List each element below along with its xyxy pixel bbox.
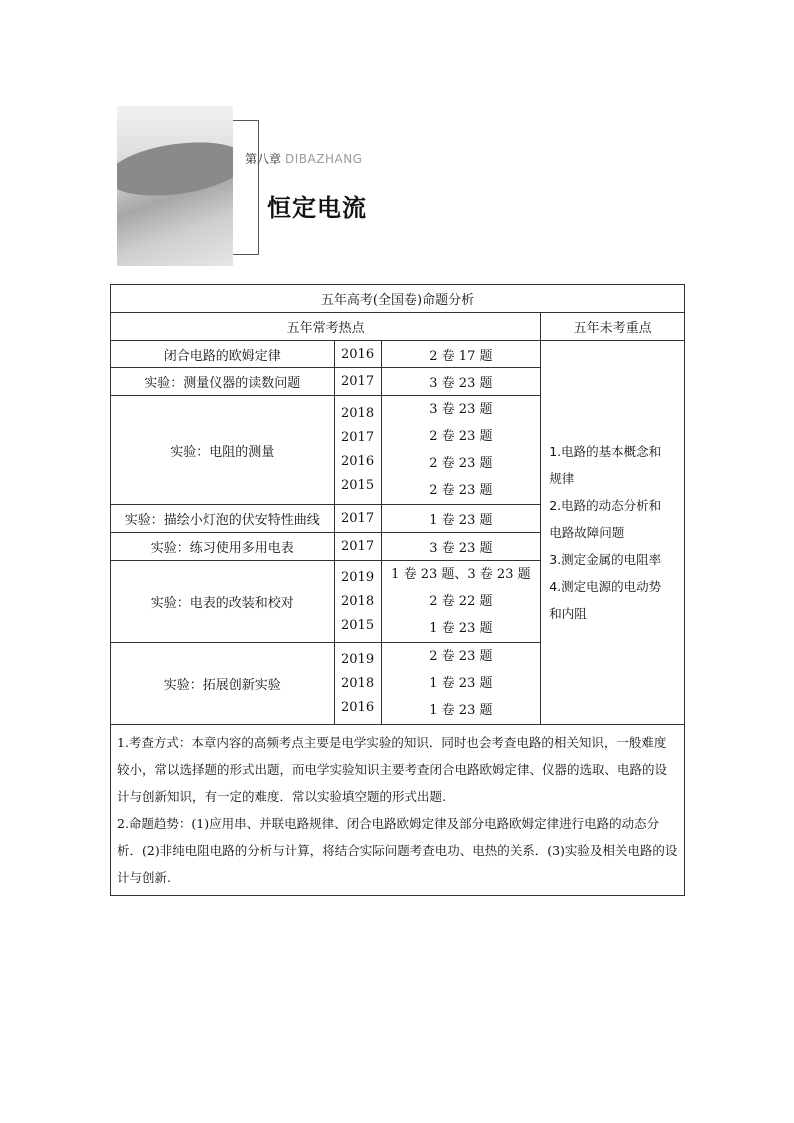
frame-line	[258, 120, 259, 254]
untested-item: 2.电路的动态分析和	[549, 498, 662, 513]
paper-cell: 3 卷 23 题	[381, 533, 541, 561]
topic-cell: 闭合电路的欧姆定律	[111, 341, 335, 368]
chapter-cover-photo	[117, 106, 233, 266]
paper-cell: 1 卷 23 题	[381, 505, 541, 533]
page-title: 恒定电流	[267, 194, 367, 222]
note-paragraph: 1.考查方式：本章内容的高频考点主要是电学实验的知识．同时也会考查电路的相关知识，一般难度较小，常以选择题的形式出题，而电学实验知识主要考查闭合电路欧姆定律、仪器的选取、电路的设计与创新知识，有一定的难度．常以实验填空题的形式出题.	[117, 735, 668, 804]
paper-cell	[381, 561, 541, 643]
year-value: 2018	[341, 593, 375, 609]
paper-value: 1 卷 23 题	[429, 621, 493, 636]
paper-cell	[381, 396, 541, 505]
year-value: 2016	[341, 454, 375, 469]
year-value: 2017	[341, 430, 375, 445]
topic-cell: 实验：电阻的测量	[111, 396, 335, 505]
exam-analysis-table	[110, 284, 685, 896]
year-cell: 2017	[334, 505, 381, 533]
paper-value: 1 卷 23 题	[429, 703, 493, 718]
frame-line	[233, 254, 259, 255]
untested-item: 1.电路的基本概念和	[549, 444, 662, 459]
topic-cell: 实验：拓展创新实验	[111, 643, 335, 725]
paper-cell: 2 卷 17 题	[381, 341, 541, 368]
paper-value: 1 卷 23 题、3 卷 23 题	[391, 567, 531, 582]
year-cell: 2017	[334, 368, 381, 396]
year-cell	[334, 396, 381, 505]
paper-value: 2 卷 23 题	[429, 456, 493, 471]
year-value: 2019	[341, 651, 375, 667]
paper-cell	[381, 643, 541, 725]
untested-topics-cell	[541, 341, 685, 725]
analysis-notes	[111, 725, 685, 896]
untested-item: 电路故障问题	[549, 525, 625, 540]
year-value: 2015	[341, 478, 375, 493]
header-hot-topics: 五年常考热点	[111, 313, 541, 341]
chapter-label	[245, 150, 362, 167]
year-value: 2016	[341, 699, 375, 715]
year-cell	[334, 561, 381, 643]
paper-value: 2 卷 23 题	[429, 483, 493, 498]
paper-cell: 3 卷 23 题	[381, 368, 541, 396]
header-untested-topics: 五年未考重点	[541, 313, 685, 341]
year-cell: 2017	[334, 533, 381, 561]
year-value: 2019	[341, 569, 375, 585]
year-value: 2018	[341, 406, 375, 421]
paper-value: 2 卷 23 题	[429, 649, 493, 664]
chapter-pinyin: DIBAZHANG	[285, 152, 363, 166]
paper-value: 2 卷 23 题	[429, 429, 493, 444]
paper-value: 1 卷 23 题	[429, 676, 493, 691]
note-paragraph: 2.命题趋势：(1)应用串、并联电路规律、闭合电路欧姆定律及部分电路欧姆定律进行电路的动态分析．(2)非纯电阻电路的分析与计算，将结合实际问题考查电功、电热的关系．(3)实验及相关电路的设计与创新.	[117, 816, 678, 885]
topic-cell: 实验：电表的改装和校对	[111, 561, 335, 643]
frame-line	[233, 120, 259, 121]
year-cell	[334, 643, 381, 725]
year-value: 2015	[341, 617, 375, 633]
paper-value: 3 卷 23 题	[429, 402, 493, 417]
untested-item: 和内阻	[549, 606, 587, 621]
paper-value: 2 卷 22 题	[429, 594, 493, 609]
untested-item: 规律	[549, 471, 575, 486]
topic-cell: 实验：描绘小灯泡的伏安特性曲线	[111, 505, 335, 533]
year-cell: 2016	[334, 341, 381, 368]
topic-cell: 实验：练习使用多用电表	[111, 533, 335, 561]
untested-item: 3.测定金属的电阻率	[549, 552, 662, 567]
chapter-number: 第八章	[245, 152, 282, 166]
topic-cell: 实验：测量仪器的读数问题	[111, 368, 335, 396]
untested-item: 4.测定电源的电动势	[549, 579, 662, 594]
table-caption: 五年高考(全国卷)命题分析	[111, 285, 685, 313]
year-value: 2018	[341, 675, 375, 691]
